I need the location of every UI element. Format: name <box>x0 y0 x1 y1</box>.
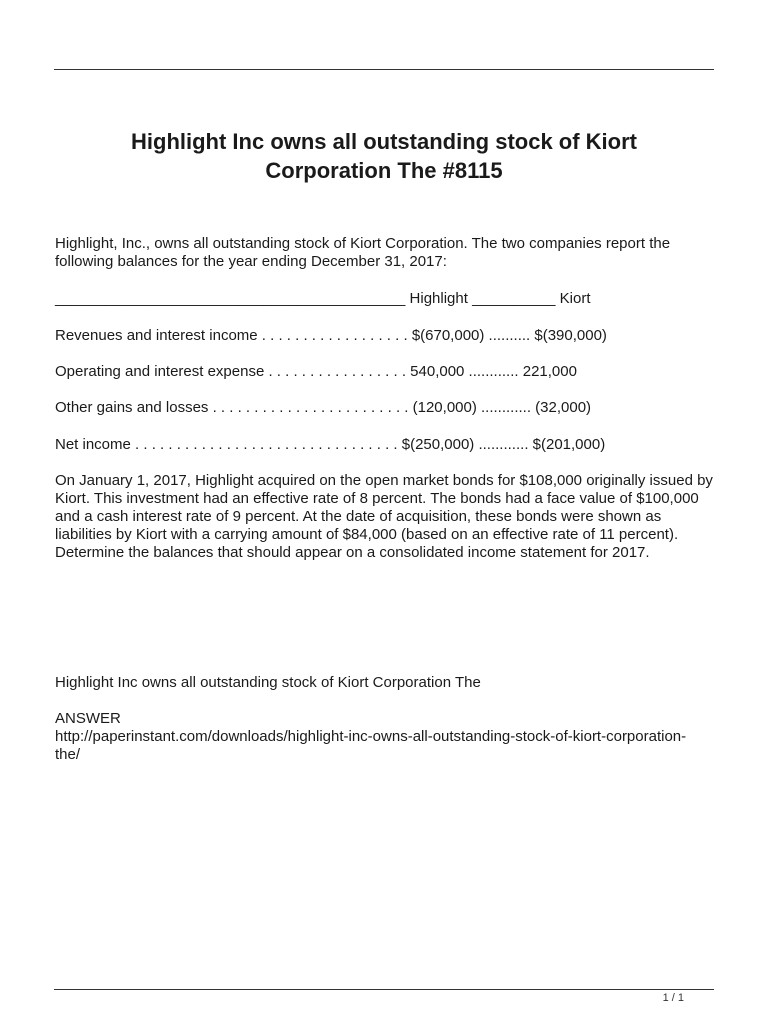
answer-label: ANSWER <box>55 710 121 727</box>
table-header: __________________________________________ Highlight __________ Kiort <box>55 290 591 307</box>
intro-paragraph: Highlight, Inc., owns all outstanding stock of Kiort Corporation. The two companies report the following balances for the year ending December 31, 2017: <box>55 235 671 270</box>
top-divider <box>54 69 714 70</box>
bottom-divider <box>54 989 714 990</box>
table-row-net-income: Net income . . . . . . . . . . . . . . . . . . . . . . . . . . . . . . . . $(250,000) ............ $(201,000) <box>55 436 606 453</box>
table-row-gains: Other gains and losses . . . . . . . . . . . . . . . . . . . . . . . . (120,000) ............ (32,000) <box>55 399 592 416</box>
table-row-expense: Operating and interest expense . . . . . . . . . . . . . . . . . 540,000 ............ 221,000 <box>55 363 577 380</box>
table-row-revenues: Revenues and interest income . . . . . . . . . . . . . . . . . . $(670,000) .......... $(390,000) <box>55 327 607 344</box>
title-line-2: Corporation The #8115 <box>265 158 503 183</box>
title-line-1: Highlight Inc owns all outstanding stock of Kiort <box>131 129 637 154</box>
answer-link-line-2[interactable]: the/ <box>55 746 81 763</box>
page-number: 1 / 1 <box>662 992 684 1004</box>
document-title <box>54 127 714 185</box>
answer-link-line-1[interactable]: http://paperinstant.com/downloads/highlight-inc-owns-all-outstanding-stock-of-kiort-corporation- <box>55 728 687 745</box>
repeat-title: Highlight Inc owns all outstanding stock of Kiort Corporation The <box>55 674 481 691</box>
question-paragraph: On January 1, 2017, Highlight acquired on the open market bonds for $108,000 originally issued by Kiort. This investment had an effective rate of 8 percent. The bonds had a face value of $100,000 and a cash interest rate of 9 percent. At the date of acquisition, these bonds were shown as liabilities by Kiort with a carrying amount of $84,000 (based on an effective rate of 11 percent). Determine the balances that should appear on a consolidated income statement for 2017. <box>55 472 713 561</box>
